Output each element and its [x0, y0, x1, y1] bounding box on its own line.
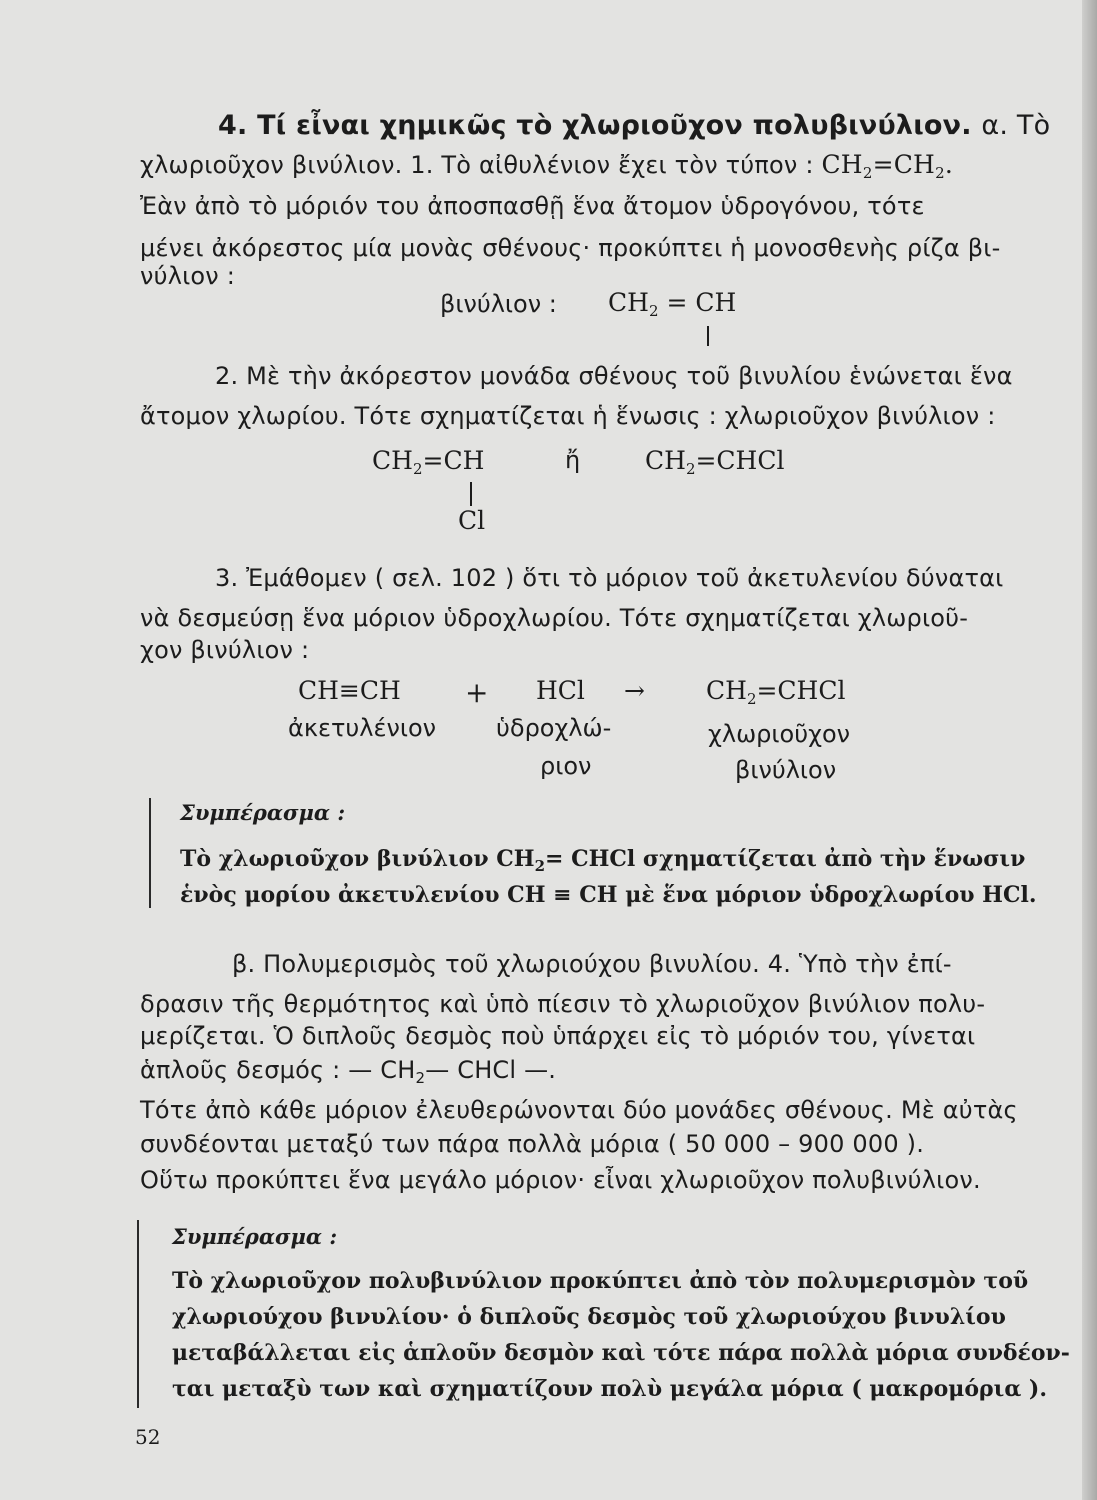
vinyl-free-bond — [707, 326, 709, 346]
conclusion1-label: Συμπέρασμα : — [180, 800, 346, 825]
reactant-acetylene: CH≡CH — [298, 676, 401, 705]
paragraph-a-line1: χλωριοῦχον βινύλιον. 1. Τὸ αἰθυλένιον ἔχει τὸν τύπον : $CH_2=CH_2$. — [140, 150, 953, 182]
name-product-part1: χλωριοῦχον — [708, 720, 851, 748]
page-number: 52 — [135, 1425, 161, 1449]
paragraph-3-line2: νὰ δεσμεύσῃ ἕνα μόριον ὑδροχλωρίου. Τότε σχηματίζεται χλωριοῦ- — [140, 604, 969, 632]
conclusion1-line1: Τὸ χλωριοῦχον βινύλιον $CH_2=$ CHCl σχηματίζεται ἀπὸ τὴν ἕνωσιν — [180, 846, 1026, 875]
conclusion2-line4: ται μεταξὺ των καὶ σχηματίζουν πολὺ μεγάλα μόρια ( μακρομόρια ). — [172, 1376, 1047, 1402]
conclusion2-label: Συμπέρασμα : — [172, 1224, 338, 1249]
reactant-hcl: HCl — [536, 676, 585, 705]
conclusion2-line3: μεταβάλλεται εἰς ἁπλοῦν δεσμὸν καὶ τότε πάρα πολλὰ μόρια συνδέον- — [172, 1340, 1070, 1366]
subsection-marker: α. Τὸ — [981, 110, 1051, 141]
conclusion1-rule — [149, 798, 151, 908]
paragraph-b-line7: Οὕτω προκύπτει ἕνα μεγάλο μόριον· εἶναι χλωριοῦχον πολυβινύλιον. — [140, 1166, 981, 1194]
product-vinyl-chloride: $CH_2=CHCl$ — [706, 676, 846, 708]
conclusion2-line2: χλωριούχου βινυλίου· ὁ διπλοῦς δεσμὸς τοῦ χλωριούχου βινυλίου — [172, 1304, 1006, 1330]
paragraph-2-line2: ἄτομον χλωρίου. Τότε σχηματίζεται ἡ ἕνωσις : χλωριοῦχον βινύλιον : — [140, 402, 996, 430]
conclusion2-line1: Τὸ χλωριοῦχον πολυβινύλιον προκύπτει ἀπὸ τὸν πολυμερισμὸν τοῦ — [172, 1268, 1029, 1294]
paragraph-3-line1: 3. Ἐμάθομεν ( σελ. 102 ) ὅτι τὸ μόριον τοῦ ἀκετυλενίου δύναται — [215, 564, 1004, 592]
section-title: Τί εἶναι χημικῶς τὸ χλωριοῦχον πολυβινύλιον. — [257, 110, 972, 141]
paragraph-2-line1: 2. Μὲ τὴν ἀκόρεστον μονάδα σθένους τοῦ βινυλίου ἑνώνεται ἕνα — [215, 362, 1013, 390]
paragraph-b-line5: Τότε ἀπὸ κάθε μόριον ἐλευθερώνονται δύο μονάδες σθένους. Μὲ αὐτὰς — [140, 1096, 1018, 1124]
name-hcl-part2: ριον — [540, 752, 592, 780]
reaction-arrow: → — [624, 676, 645, 705]
chlorine-atom: Cl — [458, 506, 486, 535]
section-number: 4. — [218, 110, 248, 141]
vinyl-formula: $CH_2$ = CH — [608, 288, 737, 320]
paragraph-a-line3: μένει ἀκόρεστος μία μονὰς σθένους· προκύπτει ἡ μονοσθενὴς ρίζα βι- — [140, 234, 1001, 262]
conclusion1-line2: ἑνὸς μορίου ἀκετυλενίου CH ≡ CH μὲ ἕνα μόριον ὑδροχλωρίου HCl. — [180, 882, 1037, 908]
paragraph-b-line6: συνδέονται μεταξύ των πάρα πολλὰ μόρια ( 50 000 – 900 000 ). — [140, 1130, 925, 1158]
name-hcl-part1: ὑδροχλώ- — [496, 714, 612, 742]
vinyl-chloride-structural: $CH_2=CH$ — [372, 446, 485, 478]
vinyl-chloride-condensed: $CH_2=CHCl$ — [645, 446, 785, 478]
ethylene-formula: $CH_2=CH_2$. — [821, 150, 953, 182]
paragraph-a-line4: νύλιον : — [140, 262, 236, 290]
plus-sign: + — [465, 676, 489, 709]
page-edge-shadow — [1082, 0, 1097, 1500]
conclusion2-rule — [137, 1220, 139, 1408]
paragraph-a-line2: Ἐὰν ἀπὸ τὸ μόριόν του ἀποσπασθῇ ἕνα ἄτομον ὑδρογόνου, τότε — [140, 192, 925, 220]
name-acetylene: ἀκετυλένιον — [288, 714, 437, 742]
paragraph-b-line3: μερίζεται. Ὁ διπλοῦς δεσμὸς ποὺ ὑπάρχει εἰς τὸ μόριόν του, γίνεται — [140, 1022, 976, 1050]
paragraph-b-line2: δρασιν τῆς θερμότητος καὶ ὑπὸ πίεσιν τὸ χλωριοῦχον βινύλιον πολυ- — [140, 990, 986, 1018]
paragraph-3-line3: χον βινύλιον : — [140, 636, 310, 664]
chlorine-bond — [470, 482, 472, 506]
paragraph-b-line1: β. Πολυμερισμὸς τοῦ χλωριούχου βινυλίου. 4. Ὑπὸ τὴν ἐπί- — [232, 950, 952, 978]
paragraph-b-line4: ἁπλοῦς δεσμός : — $CH_2—$ CHCl —. — [140, 1056, 557, 1087]
vinyl-label: βινύλιον : — [440, 290, 557, 318]
or-word: ἤ — [565, 446, 581, 474]
name-product-part2: βινύλιον — [735, 756, 837, 784]
section-heading — [218, 110, 1050, 141]
